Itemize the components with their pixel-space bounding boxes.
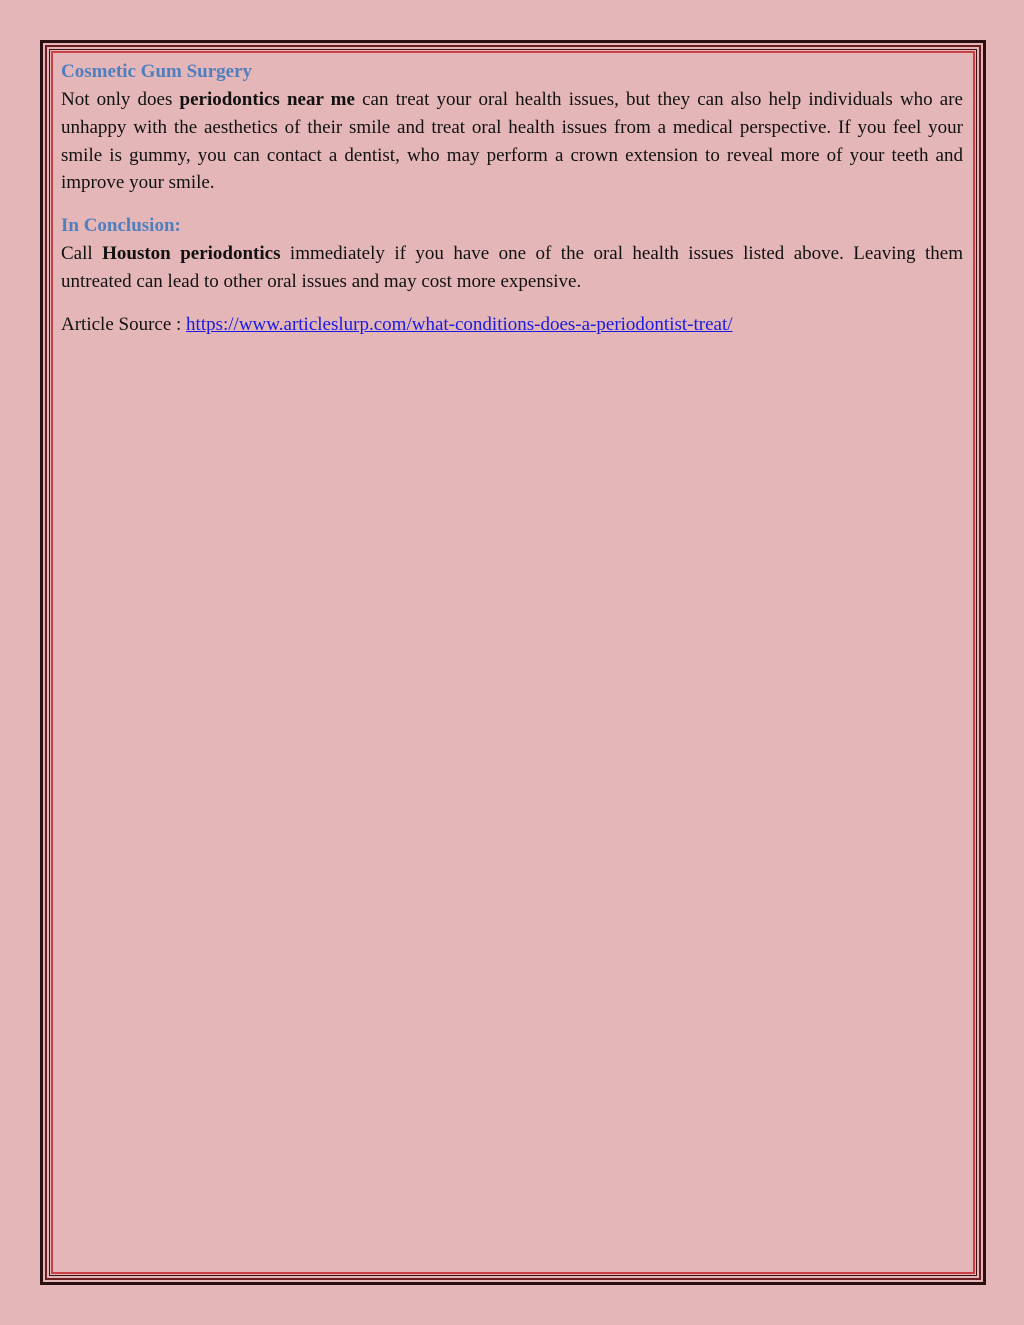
section-paragraph-in-conclusion	[61, 240, 963, 296]
article-source-link[interactable]: https://www.articleslurp.com/what-conditions-does-a-periodontist-treat/	[186, 313, 733, 335]
keyword-houston-periodontics: Houston periodontics	[102, 243, 281, 265]
section-heading-in-conclusion: In Conclusion:	[61, 215, 181, 237]
section-spacer	[61, 296, 963, 311]
paragraph-text: immediately if you have one of the oral health issues listed above. Leaving them untreated can lead to other oral issues and may cost more expensive.	[61, 243, 963, 292]
paragraph-text: Not only does	[61, 89, 180, 110]
keyword-periodontics-near-me: periodontics near me	[179, 89, 355, 110]
section-spacer	[61, 197, 963, 212]
document-body	[61, 58, 963, 339]
article-source	[61, 311, 963, 339]
paragraph-text: Call	[61, 243, 103, 265]
paragraph-text: can treat your oral health issues, but they can also help individuals who are unhappy with the aesthetics of their smile and treat oral health issues from a medical perspective. If you feel your smile is gummy, you can contact a dentist, who may perform a crown extension to reveal more of your teeth and improve your smile.	[61, 89, 963, 194]
section-heading-cosmetic-gum-surgery: Cosmetic Gum Surgery	[61, 61, 253, 82]
section-paragraph-cosmetic-gum-surgery	[61, 86, 963, 197]
article-source-label: Article Source :	[61, 313, 187, 335]
